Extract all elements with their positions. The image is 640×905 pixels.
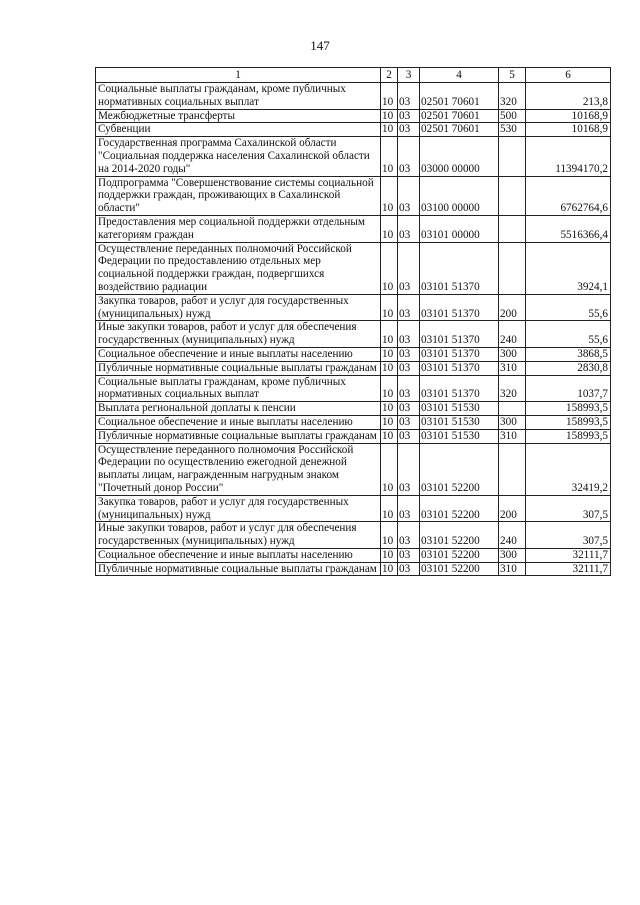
expense-type-code: 200 (499, 294, 526, 321)
item-name: Субвенции (96, 123, 381, 137)
target-item-code: 03000 00000 (420, 137, 499, 176)
subsection-code: 03 (398, 109, 420, 123)
section-code: 10 (381, 361, 398, 375)
item-name: Публичные нормативные социальные выплаты гражданам (96, 361, 381, 375)
amount: 307,5 (526, 522, 611, 549)
table-row (96, 548, 611, 562)
table-row (96, 123, 611, 137)
subsection-code: 03 (398, 522, 420, 549)
target-item-code: 02501 70601 (420, 123, 499, 137)
header-cell: 4 (420, 68, 499, 83)
target-item-code: 02501 70601 (420, 109, 499, 123)
table-row (96, 402, 611, 416)
subsection-code: 03 (398, 562, 420, 576)
expense-type-code: 300 (499, 347, 526, 361)
table-row (96, 83, 611, 110)
item-name: Государственная программа Сахалинской области "Социальная поддержка населения Сахалинской области на 2014-2020 годы" (96, 137, 381, 176)
expense-type-code: 530 (499, 123, 526, 137)
amount: 158993,5 (526, 402, 611, 416)
header-cell: 5 (499, 68, 526, 83)
subsection-code: 03 (398, 375, 420, 402)
item-name: Социальные выплаты гражданам, кроме публичных нормативных социальных выплат (96, 83, 381, 110)
target-item-code: 03101 51370 (420, 347, 499, 361)
expense-type-code: 240 (499, 522, 526, 549)
expense-type-code: 320 (499, 375, 526, 402)
expense-type-code: 300 (499, 415, 526, 429)
amount: 55,6 (526, 321, 611, 348)
target-item-code: 03100 00000 (420, 176, 499, 215)
table-row (96, 176, 611, 215)
expense-type-code (499, 443, 526, 495)
table-row (96, 415, 611, 429)
target-item-code: 03101 00000 (420, 215, 499, 242)
table-row (96, 562, 611, 576)
target-item-code: 03101 52200 (420, 522, 499, 549)
table-row (96, 294, 611, 321)
expense-type-code: 310 (499, 429, 526, 443)
section-code: 10 (381, 123, 398, 137)
item-name: Публичные нормативные социальные выплаты гражданам (96, 429, 381, 443)
header-cell: 6 (526, 68, 611, 83)
section-code: 10 (381, 176, 398, 215)
target-item-code: 03101 51370 (420, 242, 499, 294)
subsection-code: 03 (398, 321, 420, 348)
item-name: Межбюджетные трансферты (96, 109, 381, 123)
item-name: Социальное обеспечение и иные выплаты населению (96, 347, 381, 361)
header-cell: 2 (381, 68, 398, 83)
target-item-code: 02501 70601 (420, 83, 499, 110)
section-code: 10 (381, 242, 398, 294)
amount: 307,5 (526, 495, 611, 522)
item-name: Иные закупки товаров, работ и услуг для обеспечения государственных (муниципальных) нужд (96, 321, 381, 348)
section-code: 10 (381, 347, 398, 361)
expense-type-code: 310 (499, 361, 526, 375)
section-code: 10 (381, 415, 398, 429)
target-item-code: 03101 51530 (420, 429, 499, 443)
section-code: 10 (381, 215, 398, 242)
expense-type-code (499, 402, 526, 416)
expense-type-code: 200 (499, 495, 526, 522)
target-item-code: 03101 52200 (420, 548, 499, 562)
section-code: 10 (381, 429, 398, 443)
amount: 10168,9 (526, 109, 611, 123)
item-name: Осуществление переданного полномочия Российской Федерации по осуществлению ежегодной денежной выплаты лицам, награжденным нагрудным знаком "Почетный донор России" (96, 443, 381, 495)
header-cell: 1 (96, 68, 381, 83)
subsection-code: 03 (398, 402, 420, 416)
amount: 5516366,4 (526, 215, 611, 242)
subsection-code: 03 (398, 415, 420, 429)
expense-type-code (499, 137, 526, 176)
section-code: 10 (381, 375, 398, 402)
section-code: 10 (381, 402, 398, 416)
expense-type-code: 320 (499, 83, 526, 110)
subsection-code: 03 (398, 429, 420, 443)
amount: 32419,2 (526, 443, 611, 495)
table-row (96, 215, 611, 242)
section-code: 10 (381, 109, 398, 123)
amount: 158993,5 (526, 415, 611, 429)
amount: 1037,7 (526, 375, 611, 402)
section-code: 10 (381, 321, 398, 348)
target-item-code: 03101 52200 (420, 443, 499, 495)
table-row (96, 347, 611, 361)
subsection-code: 03 (398, 347, 420, 361)
expense-type-code (499, 215, 526, 242)
table-row (96, 321, 611, 348)
item-name: Закупка товаров, работ и услуг для государственных (муниципальных) нужд (96, 294, 381, 321)
expense-type-code: 240 (499, 321, 526, 348)
subsection-code: 03 (398, 361, 420, 375)
table-row (96, 443, 611, 495)
amount: 2830,8 (526, 361, 611, 375)
item-name: Иные закупки товаров, работ и услуг для обеспечения государственных (муниципальных) нужд (96, 522, 381, 549)
item-name: Осуществление переданных полномочий Российской Федерации по предоставлению отдельных мер социальной поддержки граждан, подвергшихся воздействию радиации (96, 242, 381, 294)
item-name: Закупка товаров, работ и услуг для государственных (муниципальных) нужд (96, 495, 381, 522)
target-item-code: 03101 51370 (420, 294, 499, 321)
amount: 32111,7 (526, 562, 611, 576)
expense-type-code (499, 242, 526, 294)
section-code: 10 (381, 83, 398, 110)
expense-type-code (499, 176, 526, 215)
subsection-code: 03 (398, 137, 420, 176)
expense-type-code: 310 (499, 562, 526, 576)
table-row (96, 137, 611, 176)
amount: 6762764,6 (526, 176, 611, 215)
header-row (96, 68, 611, 83)
subsection-code: 03 (398, 83, 420, 110)
amount: 32111,7 (526, 548, 611, 562)
target-item-code: 03101 51530 (420, 415, 499, 429)
amount: 10168,9 (526, 123, 611, 137)
table-row (96, 375, 611, 402)
amount: 55,6 (526, 294, 611, 321)
subsection-code: 03 (398, 443, 420, 495)
table-row (96, 242, 611, 294)
subsection-code: 03 (398, 123, 420, 137)
section-code: 10 (381, 522, 398, 549)
table-row (96, 522, 611, 549)
item-name: Социальное обеспечение и иные выплаты населению (96, 415, 381, 429)
amount: 3924,1 (526, 242, 611, 294)
amount: 158993,5 (526, 429, 611, 443)
item-name: Публичные нормативные социальные выплаты гражданам (96, 562, 381, 576)
item-name: Предоставления мер социальной поддержки отдельным категориям граждан (96, 215, 381, 242)
section-code: 10 (381, 562, 398, 576)
table-row (96, 361, 611, 375)
target-item-code: 03101 51370 (420, 321, 499, 348)
section-code: 10 (381, 443, 398, 495)
expense-type-code: 500 (499, 109, 526, 123)
table-row (96, 109, 611, 123)
target-item-code: 03101 52200 (420, 562, 499, 576)
amount: 213,8 (526, 83, 611, 110)
target-item-code: 03101 52200 (420, 495, 499, 522)
subsection-code: 03 (398, 215, 420, 242)
subsection-code: 03 (398, 294, 420, 321)
item-name: Подпрограмма "Совершенствование системы социальной поддержки граждан, проживающих в Сахалинской области" (96, 176, 381, 215)
target-item-code: 03101 51530 (420, 402, 499, 416)
header-cell: 3 (398, 68, 420, 83)
page-number: 147 (310, 38, 330, 53)
table-row (96, 495, 611, 522)
item-name: Социальное обеспечение и иные выплаты населению (96, 548, 381, 562)
item-name: Социальные выплаты гражданам, кроме публичных нормативных социальных выплат (96, 375, 381, 402)
section-code: 10 (381, 294, 398, 321)
item-name: Выплата региональной доплаты к пенсии (96, 402, 381, 416)
target-item-code: 03101 51370 (420, 361, 499, 375)
amount: 3868,5 (526, 347, 611, 361)
subsection-code: 03 (398, 242, 420, 294)
section-code: 10 (381, 548, 398, 562)
subsection-code: 03 (398, 495, 420, 522)
subsection-code: 03 (398, 176, 420, 215)
expense-type-code: 300 (499, 548, 526, 562)
section-code: 10 (381, 137, 398, 176)
section-code: 10 (381, 495, 398, 522)
target-item-code: 03101 51370 (420, 375, 499, 402)
budget-table (95, 67, 611, 576)
table-row (96, 429, 611, 443)
subsection-code: 03 (398, 548, 420, 562)
amount: 11394170,2 (526, 137, 611, 176)
